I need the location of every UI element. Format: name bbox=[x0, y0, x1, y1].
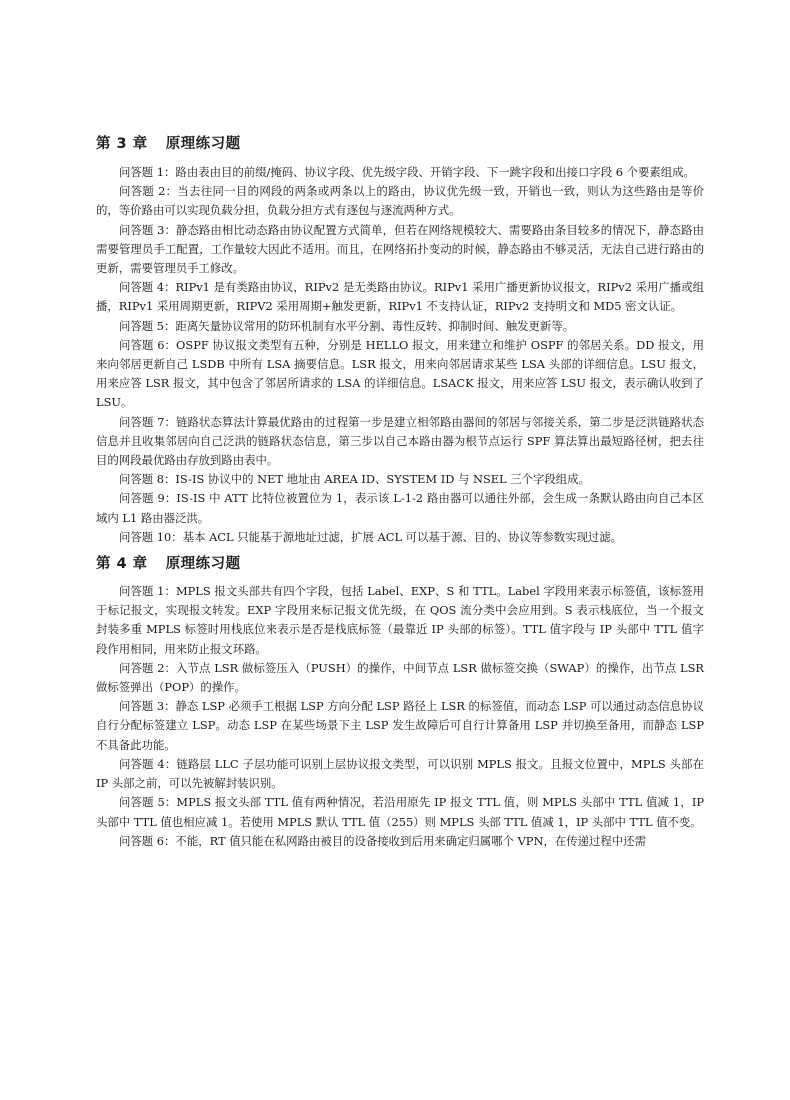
chapter-3-body bbox=[96, 163, 704, 547]
paragraph: 问答题 3：静态 LSP 必须手工根据 LSP 方向分配 LSP 路径上 LSR 的标签值，而动态 LSP 可以通过动态信息协议自行分配标签建立 LSP。动态 LSP 在某些场景下主 LSP 发生故障后可自行计算备用 LSP 并切换至备用，而静态 LSP 不具备此功能。 bbox=[96, 699, 704, 752]
chapter-3-heading bbox=[96, 133, 704, 155]
document-page bbox=[96, 133, 704, 851]
paragraph: 问答题 8：IS-IS 协议中的 NET 地址由 AREA ID、SYSTEM ID 与 NSEL 三个字段组成。 bbox=[119, 472, 590, 487]
paragraph: 问答题 2：当去往同一目的网段的两条或两条以上的路由，协议优先级一致，开销也一致，则认为这些路由是等价的，等价路由可以实现负载分担，负载分担方式有逐包与逐流两种方式。 bbox=[96, 184, 704, 218]
paragraph: 问答题 2：入节点 LSR 做标签压入（PUSH）的操作，中间节点 LSR 做标签交换（SWAP）的操作，出节点 LSR 做标签弹出（POP）的操作。 bbox=[96, 660, 704, 695]
paragraph: 问答题 4：链路层 LLC 子层功能可识别上层协议报文类型，可以识别 MPLS 报文。且报文位置中，MPLS 头部在 IP 头部之前，可以先被解封装识别。 bbox=[96, 756, 704, 791]
chapter-4-body bbox=[96, 582, 704, 851]
chapter-4-heading bbox=[96, 553, 704, 575]
chapter-3-number: 第 3 章 bbox=[96, 136, 148, 152]
chapter-4-title: 原理练习题 bbox=[165, 556, 241, 573]
chapter-4-number: 第 4 章 bbox=[96, 556, 148, 573]
paragraph: 问答题 6：不能，RT 值只能在私网路由被目的设备接收到后用来确定归属哪个 VPN，在传递过程中还需 bbox=[119, 833, 646, 848]
paragraph: 问答题 3：静态路由相比动态路由协议配置方式简单，但若在网络规模较大、需要路由条目较多的情况下，静态路由需要管理员手工配置，工作量较大因此不适用。而且，在网络拓扑变动的时候，静态路由不够灵活，无法自己进行路由的更新，需要管理员手工修改。 bbox=[96, 222, 704, 276]
chapter-3-title: 原理练习题 bbox=[165, 136, 241, 152]
paragraph: 问答题 1：MPLS 报文头部共有四个字段，包括 Label、EXP、S 和 TTL。Label 字段用来表示标签值，该标签用于标记报文，实现报文转发。EXP 字段用来标记报文优先级，在 QOS 流分类中会应用到。S 表示栈底位，当一个报文封装多重 MPLS 标签时用栈底位来表示是否是栈底标签（最靠近 IP 头部的标签）。TTL 值字段与 IP 头部中 TTL 值字段作用相同，用来防止报文环路。 bbox=[96, 584, 704, 656]
paragraph: 问答题 7：链路状态算法计算最优路由的过程第一步是建立相邻路由器间的邻居与邻接关系，第二步是泛洪链路状态信息并且收集邻居向自己泛洪的链路状态信息，第三步以自己本路由器为根节点运行 SPF 算法算出最短路径树，把去往目的网段最优路由存放到路由表中。 bbox=[96, 414, 704, 468]
paragraph: 问答题 5：距离矢量协议常用的防环机制有水平分割、毒性反转、抑制时间、触发更新等。 bbox=[119, 318, 575, 333]
paragraph: 问答题 10：基本 ACL 只能基于源地址过滤，扩展 ACL 可以基于源、目的、协议等参数实现过滤。 bbox=[119, 529, 623, 544]
paragraph: 问答题 9：IS-IS 中 ATT 比特位被置位为 1，表示该 L-1-2 路由器可以通往外部，会生成一条默认路由向自己本区域内 L1 路由器泛洪。 bbox=[96, 491, 704, 525]
paragraph: 问答题 5：MPLS 报文头部 TTL 值有两种情况，若沿用原先 IP 报文 TTL 值，则 MPLS 头部中 TTL 值减 1，IP 头部中 TTL 值也相应减 1。若使用 MPLS 默认 TTL 值（255）则 MPLS 头部 TTL 值减 1，IP 头部中 TTL 值不变。 bbox=[96, 795, 704, 829]
paragraph: 问答题 4：RIPv1 是有类路由协议，RIPv2 是无类路由协议。RIPv1 采用广播更新协议报文，RIPv2 采用广播或组播，RIPv1 采用周期更新，RIPV2 采用周期+触发更新，RIPv1 不支持认证，RIPv2 支持明文和 MD5 密文认证。 bbox=[96, 280, 704, 314]
paragraph: 问答题 1：路由表由目的前缀/掩码、协议字段、优先级字段、开销字段、下一跳字段和出接口字段 6 个要素组成。 bbox=[119, 165, 695, 179]
paragraph: 问答题 6：OSPF 协议报文类型有五种，分别是 HELLO 报文，用来建立和维护 OSPF 的邻居关系。DD 报文，用来向邻居更新自己 LSDB 中所有 LSA 摘要信息。LSR 报文，用来向邻居请求某些 LSA 头部的详细信息。LSU 报文，用来应答 LSR 报文，其中包含了邻居所请求的 LSA 的详细信息。LSACK 报文，用来应答 LSU 报文，表示确认收到了 LSU。 bbox=[96, 337, 704, 410]
